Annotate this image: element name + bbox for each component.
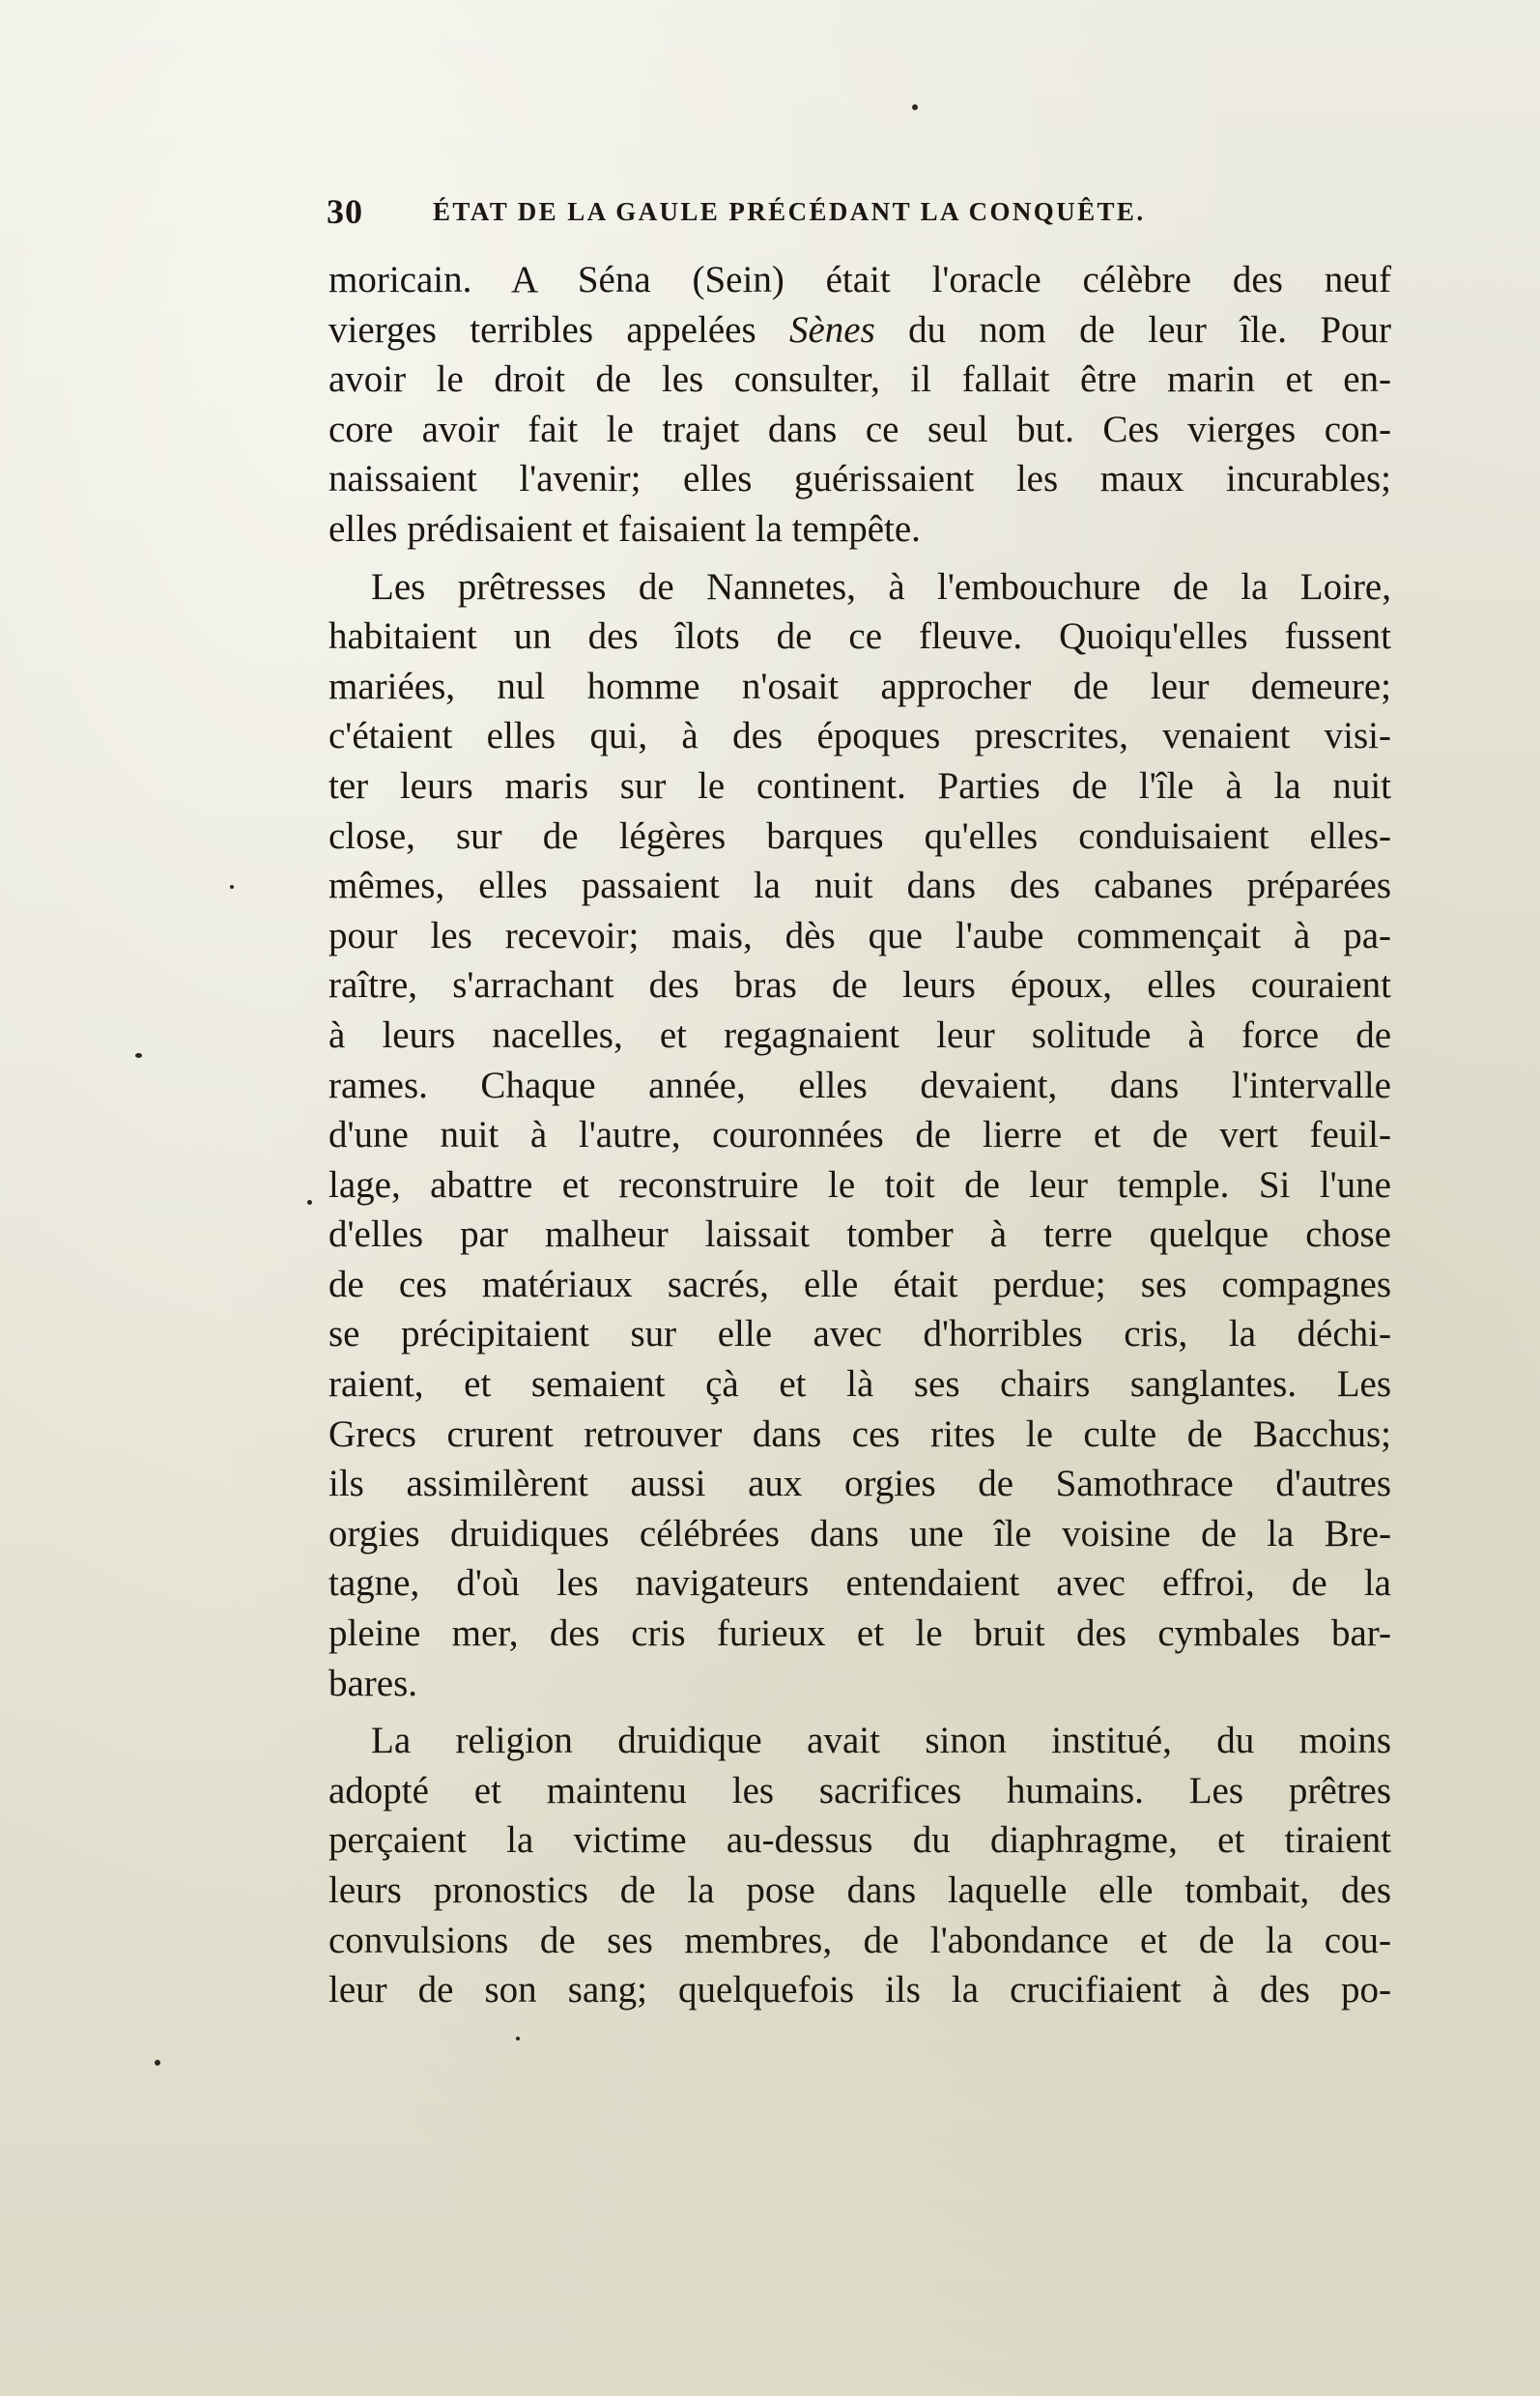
text-line: d'elles par malheur laissait tomber à terre quelque chose <box>328 1213 1391 1256</box>
text-line: se précipitaient sur elle avec d'horribles cris, la déchi- <box>328 1313 1391 1355</box>
text-line: ter leurs maris sur le continent. Parties de l'île à la nuit <box>328 764 1391 807</box>
text-line: rames. Chaque année, elles devaient, dans l'intervalle <box>328 1064 1391 1106</box>
text-line: pleine mer, des cris furieux et le bruit des cymbales bar- <box>328 1612 1391 1655</box>
paragraph <box>328 1716 1391 2015</box>
text-line: mariées, nul homme n'osait approcher de leur demeure; <box>328 665 1391 707</box>
text-line: pour les recevoir; mais, dès que l'aube commençait à pa- <box>328 914 1391 956</box>
text-line: raient, et semaient çà et là ses chairs sanglantes. Les <box>328 1363 1391 1406</box>
text-line: elles prédisaient et faisaient la tempête. <box>328 507 921 550</box>
paper-speck <box>230 885 234 889</box>
text-line: habitaient un des îlots de ce fleuve. Quoiqu'elles fussent <box>328 615 1391 658</box>
paper-speck <box>155 2060 160 2066</box>
text-line: orgies druidiques célébrées dans une île voisine de la Bre- <box>328 1512 1391 1555</box>
text-line: La religion druidique avait sinon institué, du moins <box>371 1720 1391 1762</box>
running-title: ÉTAT DE LA GAULE PRÉCÉDANT LA CONQUÊTE. <box>433 197 1146 226</box>
italic-term: Sènes <box>788 308 875 351</box>
text-line: lage, abattre et reconstruire le toit de leur temple. Si l'une <box>328 1163 1391 1206</box>
paragraph <box>328 255 1391 555</box>
body-text <box>328 255 1391 2015</box>
text-line-with-italic: vierges terribles appelées Sènes du nom de leur île. Pour <box>328 308 1391 351</box>
running-head <box>327 191 1254 238</box>
paper-speck <box>307 1200 312 1205</box>
paper-speck <box>912 104 918 110</box>
text-line: perçaient la victime au-dessus du diaphragme, et tiraient <box>328 1819 1391 1862</box>
text-line: bares. <box>328 1662 418 1704</box>
text-line: close, sur de légères barques qu'elles conduisaient elles- <box>328 814 1391 857</box>
text-line: à leurs nacelles, et regagnaient leur solitude à force de <box>328 1013 1391 1056</box>
text-line: mêmes, elles passaient la nuit dans des cabanes préparées <box>328 865 1391 907</box>
text-line: adopté et maintenu les sacrifices humains. Les prêtres <box>328 1769 1391 1811</box>
text-line: Grecs crurent retrouver dans ces rites le culte de Bacchus; <box>328 1412 1391 1455</box>
text-line: d'une nuit à l'autre, couronnées de lierre et de vert feuil- <box>328 1114 1391 1156</box>
text-line: leurs pronostics de la pose dans laquelle elle tombait, des <box>328 1869 1391 1911</box>
text-line: naissaient l'avenir; elles guérissaient les maux incurables; <box>328 458 1391 500</box>
page-number: 30 <box>327 192 363 231</box>
text-line: avoir le droit de les consulter, il fallait être marin et en- <box>328 358 1391 401</box>
text-line: moricain. A Séna (Sein) était l'oracle célèbre des neuf <box>328 259 1391 300</box>
text-line: c'étaient elles qui, à des époques prescrites, venaient visi- <box>328 715 1391 757</box>
text-line: core avoir fait le trajet dans ce seul but. Ces vierges con- <box>328 408 1391 450</box>
text-line: Les prêtresses de Nannetes, à l'embouchure de la Loire, <box>371 565 1391 608</box>
paragraph <box>328 562 1391 1709</box>
text-line: raître, s'arrachant des bras de leurs époux, elles couraient <box>328 964 1391 1007</box>
text-line: ils assimilèrent aussi aux orgies de Samothrace d'autres <box>328 1463 1391 1505</box>
paper-speck <box>135 1053 142 1058</box>
text-line: leur de son sang; quelquefois ils la crucifiaient à des po- <box>328 1969 1391 2011</box>
text-line: convulsions de ses membres, de l'abondance et de la cou- <box>328 1919 1391 1961</box>
text-line: tagne, d'où les navigateurs entendaient avec effroi, de la <box>328 1562 1391 1605</box>
paper-speck <box>516 2037 520 2040</box>
text-line: de ces matériaux sacrés, elle était perdue; ses compagnes <box>328 1263 1391 1305</box>
